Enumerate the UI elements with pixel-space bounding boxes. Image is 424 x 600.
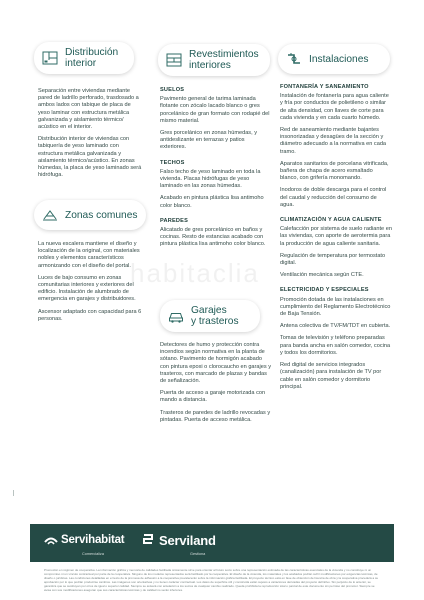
paragraph: Detectores de humo y protección contra incendios según normativa en la planta de sótano. Pavimento de hormigón acabado con pintura epoxi o clorocaucho en garajes y trasteros, con marcado de plazas y bandas de señalización. [160, 342, 272, 385]
watermark: habitaclia [130, 258, 260, 288]
paragraph: Ascensor adaptado con capacidad para 6 personas. [38, 308, 142, 322]
section-title-distribucion [65, 47, 118, 69]
paragraph: Tomas de televisión y teléfono preparadas para banda ancha en salón comedor, cocina y todos los dormitorios. [280, 335, 391, 356]
title-line-2: interiores [189, 60, 231, 71]
title-line-2: interior [65, 58, 97, 69]
paragraph: Ventilación mecánica según CTE. [280, 272, 364, 279]
paragraph: Puerta de acceso a garaje motorizada con mando a distancia. [160, 390, 266, 404]
paragraph: Inodoros de doble descarga para el control del caudal y reducción del consumo de agua. [280, 187, 387, 208]
servihabitat-logo-icon [44, 534, 58, 546]
paragraph: Pavimento general de tarima laminada flotante con zócalo lacado blanco o gres porcelánico de gran formato con rodapié del mismo material. [160, 96, 270, 124]
subheading-climatizacion: CLIMATIZACIÓN Y AGUA CALIENTE [280, 217, 382, 224]
wall-finishes-icon [164, 50, 184, 70]
brand-name: Servihabitat [61, 534, 125, 546]
paragraph: Red de saneamiento mediante bajantes insonorizadas y desagües de la sección y diámetro adecuado a la normativa en cada tramo. [280, 127, 387, 155]
paragraph: Alicatado de gres porcelánico en baños y cocinas. Resto de estancias acabado con pintura plástica lisa antimoho color blanco. [160, 227, 266, 248]
subheading-paredes: PAREDES [160, 217, 189, 224]
section-title-instalaciones: Instalaciones [309, 53, 369, 65]
footer-bar [30, 524, 394, 562]
paragraph: Gres porcelánico en zonas húmedas, y antideslizante en terrazas y patios exteriores. [160, 130, 258, 151]
title-line-1: Distribución [65, 47, 119, 58]
serviland-logo-icon [140, 532, 156, 548]
paragraph: Falso techo de yeso laminado en toda la vivienda. Placas hidrófugas de yeso laminado en las zonas húmedas. [160, 168, 261, 190]
revestimientos-text [160, 87, 272, 254]
subheading-suelos: SUELOS [160, 87, 185, 93]
subheading-techos: TECHOS [160, 159, 185, 166]
section-header-revestimientos [158, 44, 270, 76]
plumbing-icon [284, 49, 304, 69]
garajes-text [160, 342, 272, 429]
section-header-zonas-comunes [34, 200, 146, 230]
paragraph: Trasteros de paredes de ladrillo revocadas y pintadas. Puerta de acceso metálica. [160, 409, 271, 423]
paragraph: Calefacción por sistema de suelo radiante en las viviendas, con aporte de aerotermia para la producción de agua caliente sanitaria. [280, 226, 392, 247]
brand-name: Serviland [159, 532, 216, 548]
common-areas-icon [40, 205, 60, 225]
section-header-distribucion [34, 42, 134, 74]
crop-mark [13, 490, 14, 496]
paragraph: Acabado en pintura plástica lisa antimoho color blanco. [160, 195, 264, 209]
paragraph: Separación entre viviendas mediante pared de ladrillo perforado, trasdosado a ambos lados con tabique de placa de yeso laminar con estructura metálica galvanizada y aislamiento térmico/ acústico en el interior. [38, 88, 139, 131]
paragraph: La nueva escalera mantiene el diseño y localización de la original, con materiales nobles y elementos característicos armonizando con el diseño del portal. [38, 241, 140, 269]
instalaciones-text [280, 84, 392, 396]
title-line-1: Garajes [191, 305, 227, 316]
zonas-comunes-text [38, 241, 144, 328]
paragraph: Antena colectiva de TV/FM/TDT en cubierta. [280, 323, 391, 330]
distribucion-text [38, 88, 144, 184]
subheading-fontaneria: FONTANERÍA Y SANEAMIENTO [280, 84, 369, 90]
brand-role: Comercializa [82, 552, 104, 556]
brand-servihabitat [44, 534, 124, 546]
paragraph: Aparatos sanitarios de porcelana vitrificada, bañera de chapa de acero esmaltado blanco, con grifería monomando. [280, 160, 389, 182]
section-title-garajes [191, 305, 239, 327]
title-line-1: Revestimientos [189, 49, 259, 60]
brand-role: Gestiona [190, 552, 206, 556]
paragraph: Red digital de servicios integrados (canalización) para instalación de TV por cable en salón comedor y dormitorio principal. [280, 362, 382, 390]
interior-layout-icon [40, 48, 60, 68]
paragraph: Luces de bajo consumo en zonas comunitarias interiores y exteriores del edificio. Instalación de alumbrado de emergencia en garajes y distribuidores. [38, 274, 136, 303]
paragraph: Distribución interior de viviendas con tabiquería de yeso laminado con estructura metálica galvanizada y aislamiento térmico/acústico. En zonas húmedas, la placa de yeso laminado será hidrófuga. [38, 136, 142, 179]
section-header-instalaciones [278, 44, 390, 74]
section-title-zonas-comunes: Zonas comunes [65, 209, 138, 221]
section-title-revestimientos [189, 49, 259, 71]
section-header-garajes [160, 300, 260, 332]
brand-serviland [140, 532, 216, 548]
paragraph: Regulación de temperatura por termostato digital. [280, 252, 386, 267]
car-icon [166, 306, 186, 326]
title-line-2: y trasteros [191, 316, 239, 327]
subheading-electricidad: ELECTRICIDAD Y ESPECIALES [280, 287, 369, 294]
paragraph: Instalación de fontanería para agua caliente y fría por conductos de polietileno o similar de alta densidad, con llaves de corte para cada vivienda y en cada cuarto húmedo. [280, 93, 389, 121]
paragraph: Promoción dotada de las instalaciones en cumplimiento del Reglamento Electrotécnico de Baja Tensión. [280, 296, 391, 318]
legal-notice: Promoción en régimen de cooperativa. La información gráfica y memoria de calidades facilitada únicamente sirve para orientar al futuro socio sobre una representación estimada de las características esenciales de la vivienda y no constituye ni un compromiso ni un vínculo contractual por parte de la cooperativa. Ninguno de los modelos representados será facilitado por la cooperativa. El diseño de la vivienda, los materiales y los acabados podrán sufrir modificaciones por exigencias técnicas, de diseño o jurídicas. Las condiciones detalladas en el texto de la promesa de adhesión a la cooperativa prevalecerán sobre la información gráfica facilitada. El proyecto técnico está en fase de obtención de licencia de obra y la cooperativa procederá a su aprobación por lo que podrán producirse cambios. Las imágenes son orientativas y no tienen carácter contractual. Los datos de superficie útil y construida están sujetos a variaciones derivadas del proyecto definitivo. Sin perjuicio de lo anterior, se garantiza que se sustituyan por otros de igual o superior calidad. Siempre se avisará con antelación a los socios de cualquier cambio realizado. Queda prohibida la reproducción total o parcial de este documento sin permiso del promotor. Siempre se avisa con sus modificaciones aseguran que sus características técnicas y de calidad no serán inferiores. [44, 568, 379, 592]
